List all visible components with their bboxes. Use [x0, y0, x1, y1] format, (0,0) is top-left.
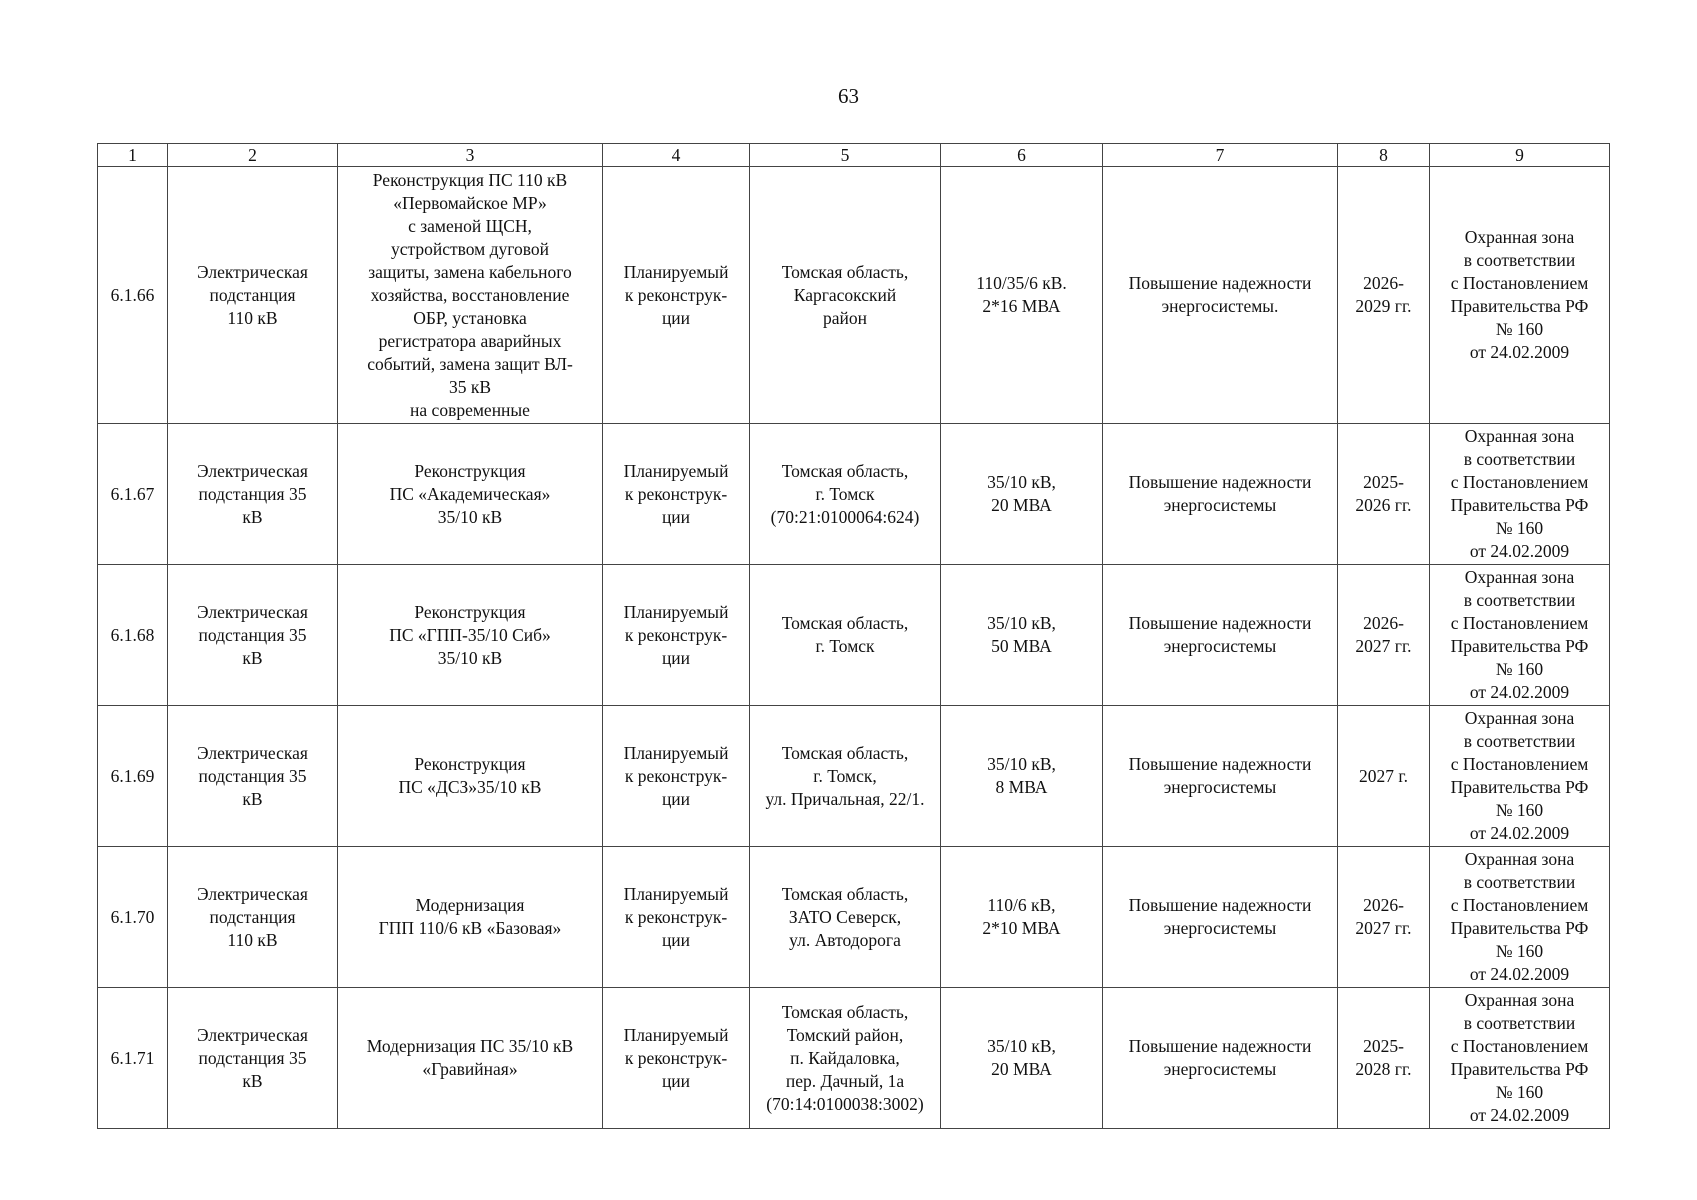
cell-line: в соответствии — [1463, 250, 1576, 270]
cell-line: кВ — [242, 506, 263, 527]
location-cell — [750, 167, 941, 424]
cell-line: Томская область, — [781, 613, 909, 633]
cell-line: от 24.02.2009 — [1469, 823, 1570, 843]
parameters-cell — [941, 565, 1103, 706]
object-type-cell — [168, 988, 338, 1129]
page-number: 63 — [838, 84, 859, 108]
cell-line: Планируемый — [623, 1024, 729, 1045]
cell-line: 2027 гг. — [1355, 918, 1412, 938]
cell-line: 110 кВ — [227, 307, 278, 328]
cell-line: подстанция 35 — [198, 624, 307, 645]
period-cell — [1338, 167, 1430, 424]
cell-line: событий, замена защит ВЛ- — [367, 353, 573, 374]
column-number: 6 — [941, 144, 1103, 167]
status-cell — [603, 167, 750, 424]
cell-line: Планируемый — [623, 261, 729, 282]
cell-line: Томский район, — [786, 1024, 904, 1045]
object-description-cell — [338, 847, 603, 988]
cell-line: ПС «Академическая» — [389, 483, 551, 504]
parameters-cell — [941, 847, 1103, 988]
cell-line: ции — [661, 788, 691, 809]
table-row — [98, 847, 1610, 988]
cell-line: ул. Причальная, 22/1. — [765, 788, 925, 809]
object-description-cell — [338, 565, 603, 706]
cell-line: ЗАТО Северск, — [788, 906, 902, 927]
object-description-cell — [338, 424, 603, 565]
item-number-cell: 6.1.71 — [98, 988, 168, 1129]
cell-line: (70:21:0100064:624) — [770, 506, 920, 527]
table-body — [98, 167, 1610, 1129]
cell-line: Электрическая — [197, 742, 308, 763]
cell-line: 2025- — [1363, 1036, 1404, 1056]
cell-line: 35/10 кВ, — [987, 1036, 1056, 1056]
cell-line: подстанция 35 — [198, 483, 307, 504]
cell-line: Охранная зона — [1464, 227, 1575, 247]
cell-line: ГПП 110/6 кВ «Базовая» — [378, 918, 562, 938]
protection-zone-cell — [1430, 706, 1610, 847]
cell-line: 2029 гг. — [1355, 296, 1412, 316]
cell-line: от 24.02.2009 — [1469, 682, 1570, 702]
cell-line: ции — [661, 1070, 691, 1091]
cell-line: в соответствии — [1463, 590, 1576, 610]
status-cell — [603, 424, 750, 565]
cell-line: 110/6 кВ, — [987, 895, 1056, 915]
parameters-cell — [941, 988, 1103, 1129]
cell-line: Томская область, — [781, 460, 909, 481]
cell-line: Реконструкция — [414, 754, 526, 774]
table-row — [98, 706, 1610, 847]
cell-line: Повышение надежности — [1128, 613, 1312, 633]
protection-zone-cell — [1430, 167, 1610, 424]
item-number-cell: 6.1.66 — [98, 167, 168, 424]
cell-line: 35/10 кВ, — [987, 754, 1056, 774]
cell-line: 2027 г. — [1359, 765, 1408, 786]
cell-line: 2026- — [1363, 273, 1404, 293]
cell-line: № 160 — [1495, 1082, 1544, 1102]
purpose-cell — [1103, 167, 1338, 424]
cell-line: Каргасокский — [793, 284, 897, 305]
cell-line: Электрическая — [197, 261, 308, 282]
object-type-cell — [168, 167, 338, 424]
column-number: 4 — [603, 144, 750, 167]
column-number: 5 — [750, 144, 941, 167]
cell-line: Томская область, — [781, 742, 909, 763]
cell-line: Охранная зона — [1464, 426, 1575, 446]
purpose-cell — [1103, 988, 1338, 1129]
cell-line: к реконструк- — [624, 483, 728, 504]
period-cell — [1338, 706, 1430, 847]
cell-line: 2*16 МВА — [982, 296, 1061, 316]
table-row — [98, 167, 1610, 424]
column-number: 2 — [168, 144, 338, 167]
cell-line: в соответствии — [1463, 1013, 1576, 1033]
cell-line: Модернизация ПС 35/10 кВ — [366, 1036, 574, 1056]
column-number: 8 — [1338, 144, 1430, 167]
cell-line: ции — [661, 647, 691, 668]
cell-line: район — [823, 307, 867, 328]
cell-line: с Постановлением — [1450, 273, 1589, 293]
cell-line: г. Томск — [815, 636, 875, 656]
cell-line: Реконструкция ПС 110 кВ — [372, 169, 568, 190]
purpose-cell — [1103, 706, 1338, 847]
cell-line: кВ — [242, 647, 263, 668]
cell-line: № 160 — [1495, 518, 1544, 538]
object-type-cell — [168, 565, 338, 706]
cell-line: энергосистемы — [1163, 1059, 1277, 1079]
cell-line: 35/10 кВ, — [987, 472, 1056, 492]
cell-line: ОБР, установка — [413, 307, 527, 328]
cell-line: Электрическая — [197, 601, 308, 622]
cell-line: Повышение надежности — [1128, 472, 1312, 492]
cell-line: к реконструк- — [624, 624, 728, 645]
cell-line: энергосистемы. — [1161, 296, 1279, 316]
cell-line: подстанция — [209, 284, 296, 305]
period-cell — [1338, 565, 1430, 706]
cell-line: № 160 — [1495, 941, 1544, 961]
cell-line: ПС «ДСЗ»35/10 кВ — [398, 777, 542, 797]
cell-line: с Постановлением — [1450, 613, 1589, 633]
item-number-cell: 6.1.69 — [98, 706, 168, 847]
cell-line: защиты, замена кабельного — [368, 261, 572, 282]
period-cell — [1338, 988, 1430, 1129]
cell-line: на современные — [410, 399, 530, 420]
cell-line: энергосистемы — [1163, 918, 1277, 938]
table-row — [98, 988, 1610, 1129]
cell-line: 110 кВ — [227, 929, 278, 950]
item-number-cell: 6.1.68 — [98, 565, 168, 706]
cell-line: Планируемый — [623, 601, 729, 622]
object-description-cell — [338, 988, 603, 1129]
cell-line: с Постановлением — [1450, 895, 1589, 915]
status-cell — [603, 706, 750, 847]
cell-line: с Постановлением — [1450, 1036, 1589, 1056]
location-cell — [750, 847, 941, 988]
cell-line: подстанция 35 — [198, 765, 307, 786]
object-type-cell — [168, 424, 338, 565]
period-cell — [1338, 424, 1430, 565]
object-description-cell — [338, 167, 603, 424]
purpose-cell — [1103, 565, 1338, 706]
column-number: 9 — [1430, 144, 1610, 167]
cell-line: хозяйства, восстановление — [370, 284, 570, 305]
cell-line: Повышение надежности — [1128, 895, 1312, 915]
cell-line: Реконструкция — [414, 601, 526, 622]
cell-line: 2026- — [1363, 613, 1404, 633]
cell-line: Охранная зона — [1464, 567, 1575, 587]
cell-line: 35/10 кВ, — [987, 613, 1056, 633]
cell-line: 20 МВА — [991, 1059, 1052, 1079]
cell-line: 2025- — [1363, 472, 1404, 492]
cell-line: № 160 — [1495, 319, 1544, 339]
cell-line: в соответствии — [1463, 872, 1576, 892]
cell-line: от 24.02.2009 — [1469, 342, 1570, 362]
cell-line: Охранная зона — [1464, 708, 1575, 728]
status-cell — [603, 847, 750, 988]
cell-line: к реконструк- — [624, 284, 728, 305]
protection-zone-cell — [1430, 424, 1610, 565]
table-row — [98, 424, 1610, 565]
location-cell — [750, 706, 941, 847]
cell-line: 35/10 кВ — [437, 506, 503, 527]
cell-line: 50 МВА — [991, 636, 1052, 656]
data-table — [97, 143, 1610, 1129]
column-number: 7 — [1103, 144, 1338, 167]
cell-line: с заменой ЩСН, — [408, 215, 532, 236]
cell-line: Планируемый — [623, 460, 729, 481]
cell-line: 2028 гг. — [1355, 1059, 1412, 1079]
cell-line: 2027 гг. — [1355, 636, 1412, 656]
cell-line: энергосистемы — [1163, 636, 1277, 656]
cell-line: от 24.02.2009 — [1469, 1105, 1570, 1125]
cell-line: 2026- — [1363, 895, 1404, 915]
location-cell — [750, 988, 941, 1129]
cell-line: в соответствии — [1463, 731, 1576, 751]
period-cell — [1338, 847, 1430, 988]
cell-line: Правительства РФ — [1450, 495, 1589, 515]
cell-line: 8 МВА — [995, 777, 1048, 797]
cell-line: Планируемый — [623, 883, 729, 904]
cell-line: Повышение надежности — [1128, 754, 1312, 774]
purpose-cell — [1103, 424, 1338, 565]
item-number-cell: 6.1.70 — [98, 847, 168, 988]
cell-line: к реконструк- — [624, 1047, 728, 1068]
cell-line: подстанция — [209, 906, 296, 927]
cell-line: Правительства РФ — [1450, 296, 1589, 316]
item-number-cell: 6.1.67 — [98, 424, 168, 565]
cell-line: пер. Дачный, 1а — [785, 1070, 905, 1091]
cell-line: Электрическая — [197, 460, 308, 481]
cell-line: от 24.02.2009 — [1469, 964, 1570, 984]
object-description-cell — [338, 706, 603, 847]
cell-line: с Постановлением — [1450, 472, 1589, 492]
cell-line: кВ — [242, 1070, 263, 1091]
cell-line: Модернизация — [415, 895, 525, 915]
column-number-row — [98, 144, 1610, 167]
cell-line: г. Томск, — [813, 765, 877, 786]
cell-line: кВ — [242, 788, 263, 809]
column-number: 3 — [338, 144, 603, 167]
cell-line: энергосистемы — [1163, 495, 1277, 515]
protection-zone-cell — [1430, 988, 1610, 1129]
cell-line: регистратора аварийных — [378, 330, 562, 351]
cell-line: Томская область, — [781, 1001, 909, 1022]
location-cell — [750, 424, 941, 565]
cell-line: Реконструкция — [414, 460, 526, 481]
cell-line: к реконструк- — [624, 906, 728, 927]
table-row — [98, 565, 1610, 706]
cell-line: ПС «ГПП-35/10 Сиб» — [389, 624, 551, 645]
cell-line: Томская область, — [781, 883, 909, 904]
cell-line: энергосистемы — [1163, 777, 1277, 797]
cell-line: подстанция 35 — [198, 1047, 307, 1068]
object-type-cell — [168, 847, 338, 988]
cell-line: Повышение надежности — [1128, 1036, 1312, 1056]
cell-line: Охранная зона — [1464, 849, 1575, 869]
parameters-cell — [941, 706, 1103, 847]
cell-line: Повышение надежности — [1128, 273, 1312, 293]
cell-line: п. Кайдаловка, — [790, 1047, 900, 1068]
cell-line: с Постановлением — [1450, 754, 1589, 774]
protection-zone-cell — [1430, 847, 1610, 988]
cell-line: ул. Автодорога — [789, 929, 901, 950]
cell-line: устройством дуговой — [390, 238, 550, 259]
cell-line: «Первомайское МР» — [393, 192, 547, 213]
cell-line: Правительства РФ — [1450, 777, 1589, 797]
status-cell — [603, 565, 750, 706]
cell-line: (70:14:0100038:3002) — [766, 1093, 924, 1114]
cell-line: в соответствии — [1463, 449, 1576, 469]
cell-line: Планируемый — [623, 742, 729, 763]
cell-line: 2*10 МВА — [982, 918, 1061, 938]
location-cell — [750, 565, 941, 706]
cell-line: ции — [661, 929, 691, 950]
parameters-cell — [941, 424, 1103, 565]
cell-line: ции — [661, 307, 691, 328]
cell-line: Правительства РФ — [1450, 918, 1589, 938]
cell-line: ции — [661, 506, 691, 527]
cell-line: Охранная зона — [1464, 990, 1575, 1010]
protection-zone-cell — [1430, 565, 1610, 706]
column-number: 1 — [98, 144, 168, 167]
cell-line: 2026 гг. — [1355, 495, 1412, 515]
cell-line: Томская область, — [781, 261, 909, 282]
status-cell — [603, 988, 750, 1129]
cell-line: 20 МВА — [991, 495, 1052, 515]
cell-line: № 160 — [1495, 659, 1544, 679]
cell-line: 110/35/6 кВ. — [976, 273, 1067, 293]
object-type-cell — [168, 706, 338, 847]
cell-line: г. Томск — [815, 483, 875, 504]
purpose-cell — [1103, 847, 1338, 988]
cell-line: к реконструк- — [624, 765, 728, 786]
cell-line: 35 кВ — [448, 376, 492, 397]
cell-line: «Гравийная» — [422, 1059, 518, 1079]
parameters-cell — [941, 167, 1103, 424]
cell-line: № 160 — [1495, 800, 1544, 820]
cell-line: Электрическая — [197, 883, 308, 904]
cell-line: от 24.02.2009 — [1469, 541, 1570, 561]
cell-line: Правительства РФ — [1450, 636, 1589, 656]
cell-line: Правительства РФ — [1450, 1059, 1589, 1079]
cell-line: 35/10 кВ — [437, 647, 503, 668]
cell-line: Электрическая — [197, 1024, 308, 1045]
